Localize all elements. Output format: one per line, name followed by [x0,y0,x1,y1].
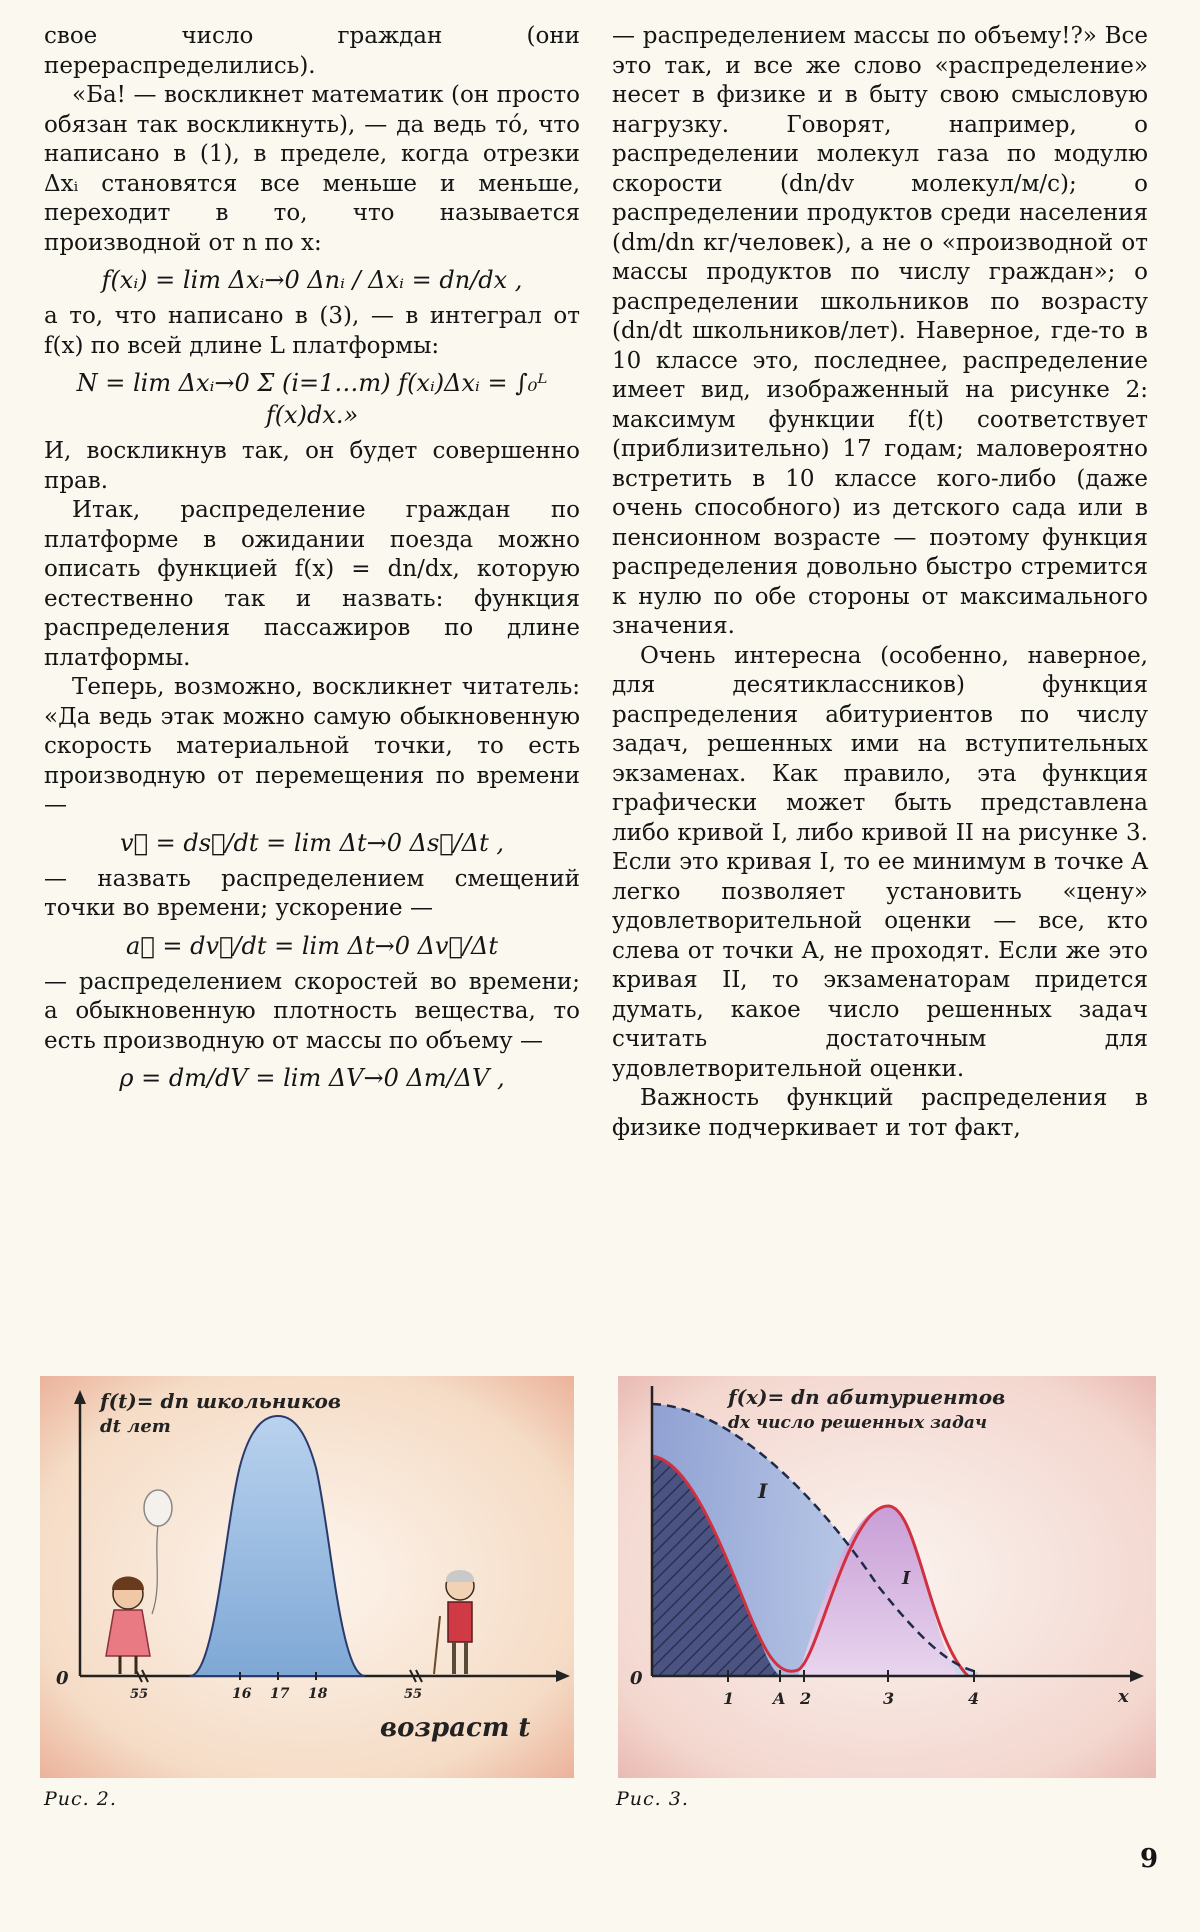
formula-integral: N = lim Δxᵢ→0 Σ (i=1…m) f(xᵢ)Δxᵢ = ∫₀ᴸ f(x)dx.» [76,369,548,429]
tick-label: 3 [883,1689,895,1708]
tick-label: 2 [800,1689,812,1708]
origin-label: 0 [630,1668,643,1689]
paragraph: Важность функций распределения в физике подчеркивает и тот факт, [612,1085,1148,1141]
formula-density: ρ = dm/dV = lim ΔV→0 Δm/ΔV , [119,1064,505,1092]
y-axis-label: f(x)= dn абитуриентов [728,1385,1006,1409]
tick-label: 16 [232,1686,252,1702]
left-column [44,22,580,1100]
paragraph: Очень интересна (особенно, наверное, для десятиклассников) функция распределения абитуриентов по числу задач, решенных ими на вступительных экзаменах. Как правило, эта функция графически может быть представлена либо кривой I, либо кривой II на рисунке 3. Если это кривая I, то ее минимум в точке A легко позволяет установить «цену» удовлетворительной оценки — все, кто слева от точки A, не проходят. Если же это кривая II, то экзаменаторам придется думать, какое число решенных задач считать достаточным для удовлетворительной оценки. [612,642,1148,1082]
tick-label: 18 [308,1686,328,1702]
formula-derivative: f(xᵢ) = lim Δxᵢ→0 Δnᵢ / Δxᵢ = dn/dx , [101,266,523,294]
curve-label-1: I [758,1479,768,1503]
curve-label-2: I [902,1568,911,1589]
paragraph: — распределением скоростей во времени; а обыкновенную плотность вещества, то есть производную от массы по объему — [44,968,580,1054]
paragraph: «Ба! — воскликнет математик (он просто обязан так воскликнуть), — да ведь тó, что написано в (1), в пределе, когда отрезки Δxᵢ становятся все меньше и меньше, переходит в то, что называется производной от n по x: [44,82,580,256]
paragraph: свое число граждан (они перераспределились). [44,23,580,79]
paragraph: Итак, распределение граждан по платформе в ожидании поезда можно описать функцией f(x) = dn/dx, которую естественно так и назвать: функция распределения пассажиров по длине платформы. [44,497,580,671]
figure-2 [40,1376,574,1778]
tick-label: 55 [404,1687,423,1702]
y-axis-label-2: dx число решенных задач [728,1413,988,1433]
figure-2-caption: Рис. 2. [44,1788,117,1810]
figure-3 [618,1376,1156,1778]
right-column [612,22,1148,1143]
page-number: 9 [1140,1844,1159,1874]
formula-acceleration: a⃗ = dv⃗/dt = lim Δt→0 Δv⃗/Δt [126,931,498,960]
paragraph: И, воскликнув так, он будет совершенно прав. [44,438,580,494]
x-axis-label: возраст t [380,1713,531,1743]
paragraph: — назвать распределением смещений точки во времени; ускорение — [44,865,580,921]
origin-label: 0 [56,1668,69,1689]
x-axis-label: x [1118,1686,1129,1707]
tick-label: 17 [270,1686,290,1702]
tick-label-point-a: A [773,1689,786,1708]
paragraph: а то, что написано в (3), — в интеграл от f(x) по всей длине L платформы: [44,303,580,359]
tick-label: 1 [723,1689,735,1708]
y-axis-label-2: dt лет [100,1416,171,1437]
paragraph: — распределением массы по объему!?» Все это так, и все же слово «распределение» несет в физике и в быту свою смысловую нагрузку. Говорят, например, о распределении молекул газа по модулю скорости (dn/dv молекул/м/с); о распределении продуктов среди населения (dm/dn кг/человек), а не о «производной от массы продуктов по числу граждан»; о распределении школьников по возрасту (dn/dt школьников/лет). Наверное, где-то в 10 классе это, последнее, распределение имеет вид, изображенный на рисунке 2: максимум функции f(t) соответствует (приблизительно) 17 годам; маловероятно встретить в 10 классе кого-либо (даже очень способного) из детского сада или в пенсионном возрасте — поэтому функция распределения довольно быстро стремится к нулю по обе стороны от максимального значения. [612,23,1148,639]
paragraph: Теперь, возможно, воскликнет читатель: «Да ведь этак можно самую обыкновенную скорость материальной точки, то есть производную от перемещения по времени — [44,674,580,818]
tick-label: 55 [130,1687,149,1702]
formula-velocity: v⃗ = ds⃗/dt = lim Δt→0 Δs⃗/Δt , [120,828,504,857]
tick-label: 4 [968,1689,980,1708]
figure-3-caption: Рис. 3. [616,1788,689,1810]
y-axis-label: f(t)= dn школьников [100,1389,341,1413]
